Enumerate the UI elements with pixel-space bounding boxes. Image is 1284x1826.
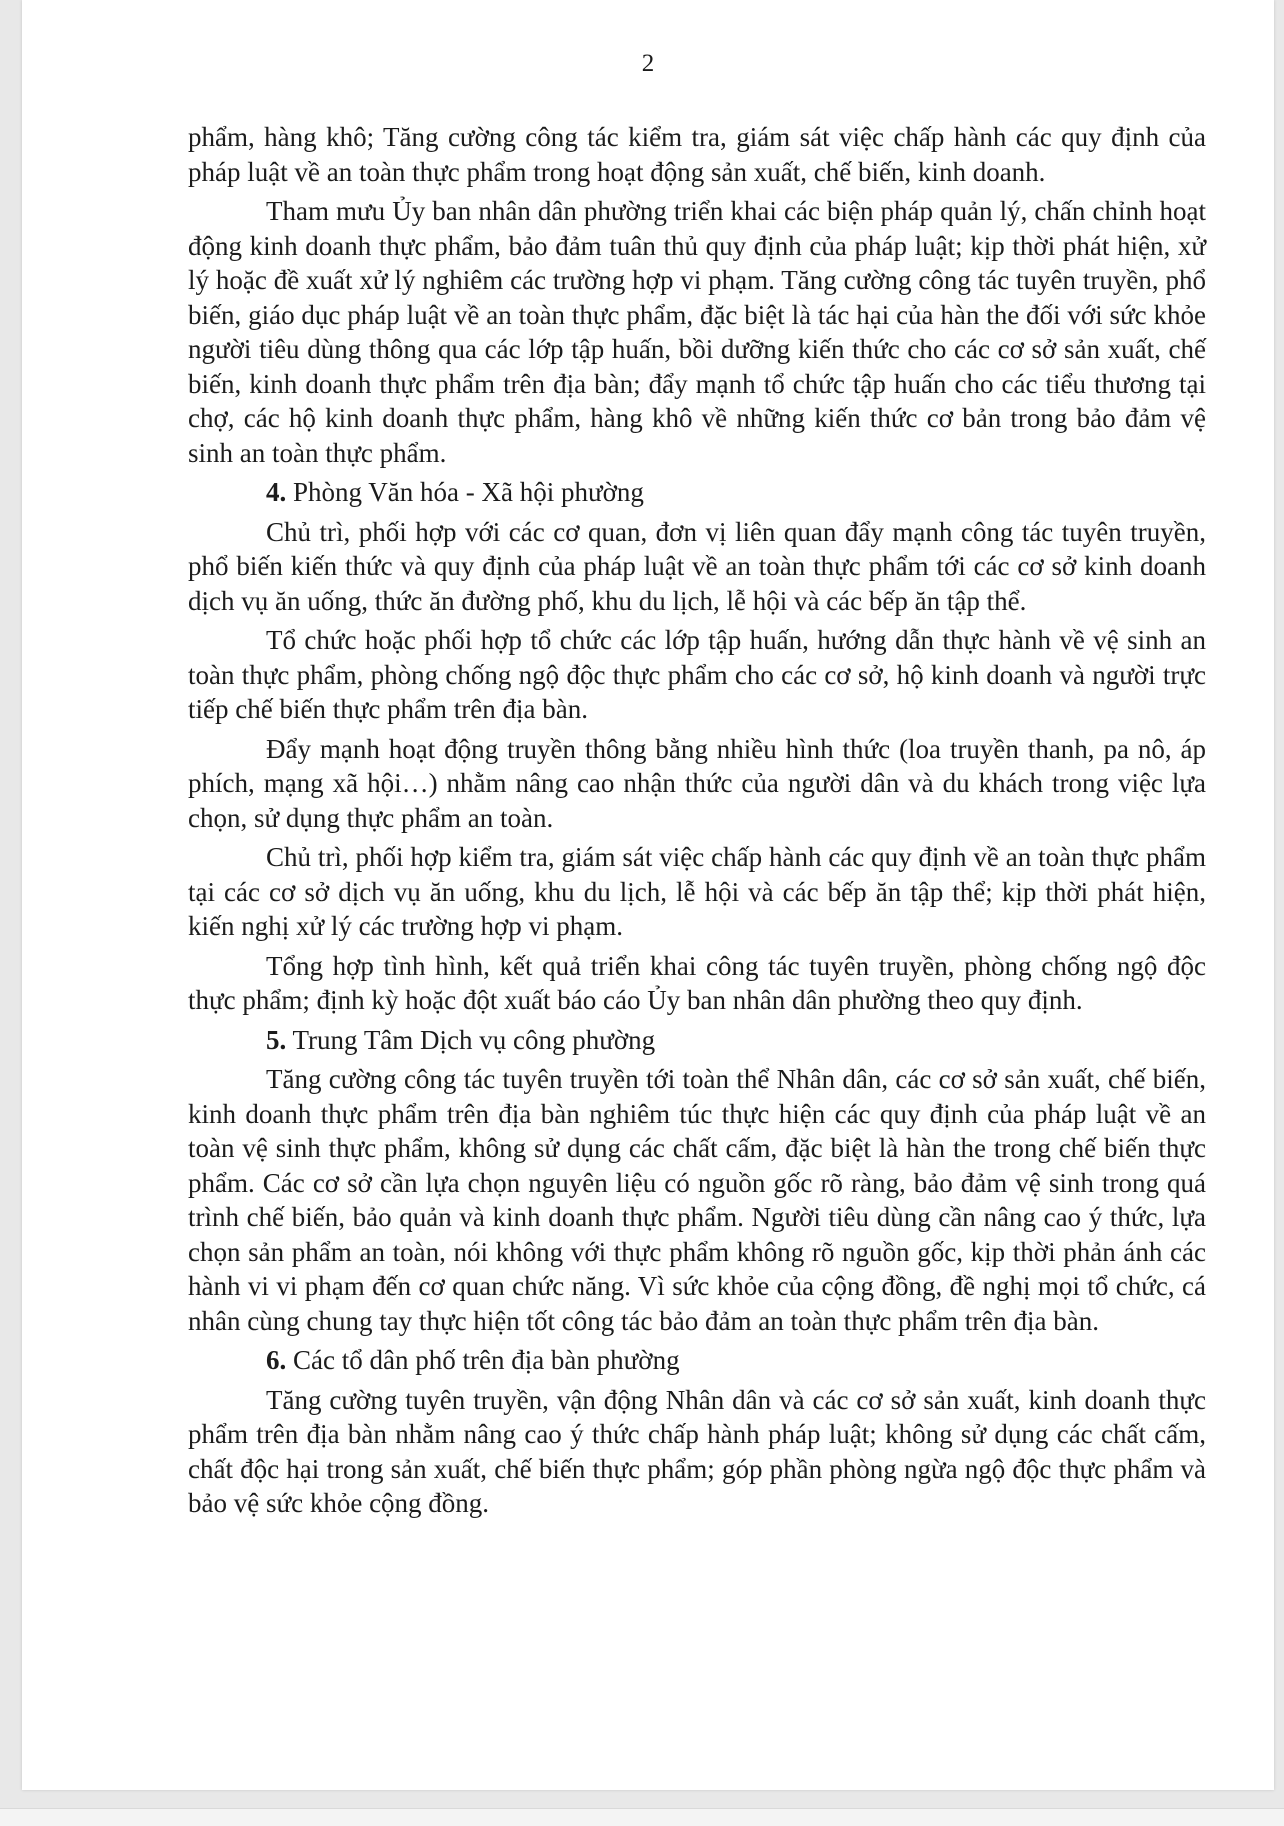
section-4-paragraph-4: Chủ trì, phối hợp kiểm tra, giám sát việc chấp hành các quy định về an toàn thực phẩm tại các cơ sở dịch vụ ăn uống, khu du lịch, lễ hội và các bếp ăn tập thể; kịp thời phát hiện, kiến nghị xử lý các trường hợp vi phạm. [188, 842, 1206, 941]
section-5-paragraph-1: Tăng cường công tác tuyên truyền tới toàn thể Nhân dân, các cơ sở sản xuất, chế biến, kinh doanh thực phẩm trên địa bàn nghiêm túc thực hiện các quy định của pháp luật về an toàn vệ sinh thực phẩm, không sử dụng các chất cấm, đặc biệt là hàn the trong chế biến thực phẩm. Các cơ sở cần lựa chọn nguyên liệu có nguồn gốc rõ ràng, bảo đảm vệ sinh trong quá trình chế biến, bảo quản và kinh doanh thực phẩm. Người tiêu dùng cần nâng cao ý thức, lựa chọn sản phẩm an toàn, nói không với thực phẩm không rõ nguồn gốc, kịp thời phản ánh các hành vi vi phạm đến cơ quan chức năng. Vì sức khỏe của cộng đồng, đề nghị mọi tổ chức, cá nhân cùng chung tay thực hiện tốt công tác bảo đảm an toàn thực phẩm trên địa bàn. [188, 1064, 1206, 1336]
next-page-edge [0, 1808, 1284, 1826]
section-4-title: Phòng Văn hóa - Xã hội phường [293, 477, 644, 507]
section-4-paragraph-5: Tổng hợp tình hình, kết quả triển khai công tác tuyên truyền, phòng chống ngộ độc thực phẩm; định kỳ hoặc đột xuất báo cáo Ủy ban nhân dân phường theo quy định. [188, 950, 1206, 1015]
section-4-heading [188, 475, 1206, 510]
page-number: 2 [641, 50, 655, 77]
section-6-heading [188, 1343, 1206, 1378]
document-body [188, 120, 1206, 1526]
section-5-heading [188, 1023, 1206, 1058]
section-6-paragraph-1: Tăng cường tuyên truyền, vận động Nhân dân và các cơ sở sản xuất, kinh doanh thực phẩm trên địa bàn nhằm nâng cao ý thức chấp hành pháp luật; không sử dụng các chất cấm, chất độc hại trong sản xuất, chế biến thực phẩm; góp phần phòng ngừa ngộ độc thực phẩm và bảo vệ sức khỏe cộng đồng. [188, 1384, 1206, 1518]
section-6-title: Các tổ dân phố trên địa bàn phường [293, 1345, 680, 1375]
section-4-paragraph-3: Đẩy mạnh hoạt động truyền thông bằng nhiều hình thức (loa truyền thanh, pa nô, áp phích, mạng xã hội…) nhằm nâng cao nhận thức của người dân và du khách trong việc lựa chọn, sử dụng thực phẩm an toàn. [188, 733, 1206, 833]
section-4-number: 4. [266, 477, 287, 507]
section-4-paragraph-2: Tổ chức hoặc phối hợp tổ chức các lớp tập huấn, hướng dẫn thực hành về vệ sinh an toàn thực phẩm, phòng chống ngộ độc thực phẩm cho các cơ sở, hộ kinh doanh và người trực tiếp chế biến thực phẩm trên địa bàn. [188, 625, 1206, 724]
section-6-number: 6. [266, 1345, 287, 1375]
section-3-paragraph: Tham mưu Ủy ban nhân dân phường triển khai các biện pháp quản lý, chấn chỉnh hoạt động kinh doanh thực phẩm, bảo đảm tuân thủ quy định của pháp luật; kịp thời phát hiện, xử lý hoặc đề xuất xử lý nghiêm các trường hợp vi phạm. Tăng cường công tác tuyên truyền, phổ biến, giáo dục pháp luật về an toàn thực phẩm, đặc biệt là tác hại của hàn the đối với sức khỏe người tiêu dùng thông qua các lớp tập huấn, bồi dưỡng kiến thức cho các cơ sở sản xuất, chế biến, kinh doanh thực phẩm trên địa bàn; đẩy mạnh tổ chức tập huấn cho các tiểu thương tại chợ, các hộ kinh doanh thực phẩm, hàng khô về những kiến thức cơ bản trong bảo đảm vệ sinh an toàn thực phẩm. [188, 196, 1206, 468]
continuation-paragraph: phẩm, hàng khô; Tăng cường công tác kiểm tra, giám sát việc chấp hành các quy định của pháp luật về an toàn thực phẩm trong hoạt động sản xuất, chế biến, kinh doanh. [188, 122, 1206, 187]
section-4-paragraph-1: Chủ trì, phối hợp với các cơ quan, đơn vị liên quan đẩy mạnh công tác tuyên truyền, phổ biến kiến thức và quy định của pháp luật về an toàn thực phẩm tới các cơ sở kinh doanh dịch vụ ăn uống, thức ăn đường phố, khu du lịch, lễ hội và các bếp ăn tập thể. [188, 516, 1206, 616]
document-page [22, 0, 1274, 1790]
section-5-number: 5. [266, 1024, 287, 1055]
section-5-title: Trung Tâm Dịch vụ công phường [292, 1024, 656, 1055]
